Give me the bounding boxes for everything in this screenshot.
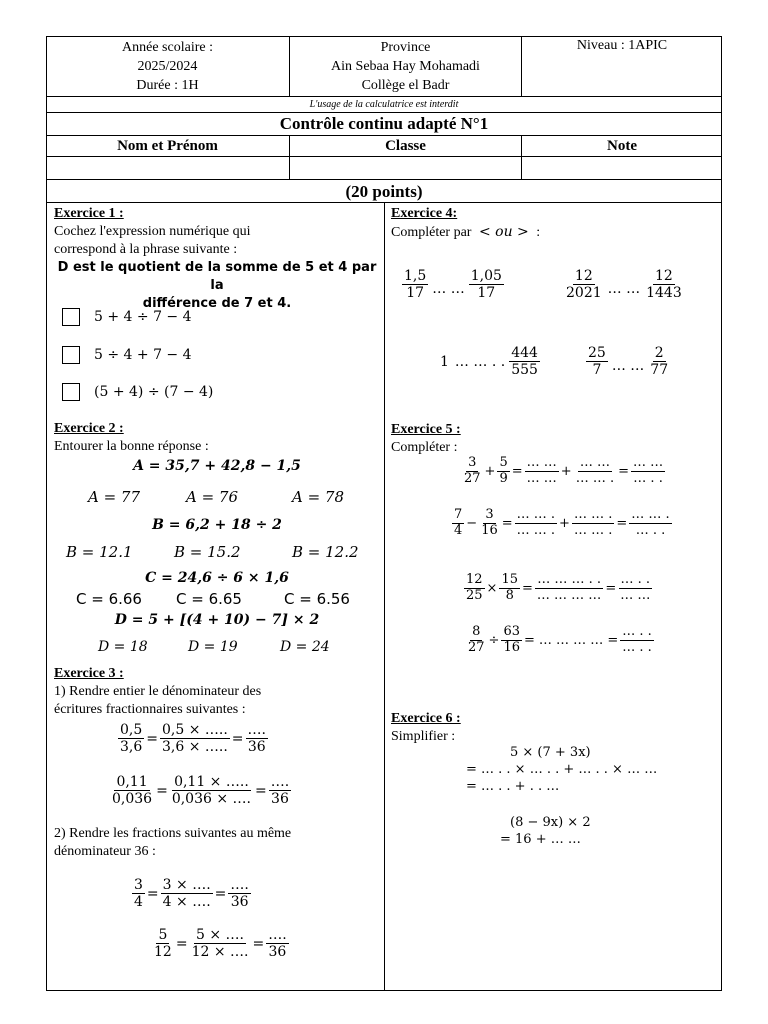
- ex5-row-3: $\frac{12}{25}$ × $\frac{15}{8}$ = $\frac{\dots \dots \dots . .}{\dots \dots \dots \dots}$ = $\frac{\dots . .}{\dots \dots}$: [466, 572, 651, 603]
- compare-blank[interactable]: … …: [611, 357, 645, 374]
- ex1-statement-line1: D est le quotient de la somme de 5 et 4 par la: [57, 260, 377, 293]
- ex5-row-2: $\frac{7}{4}$ − $\frac{3}{16}$ = $\frac{\dots \dots .}{\dots \dots .}$ + $\frac{\dots \dots .}{\dots \dots .}$ = $\frac{\dots \dots .}{\dots . .}$: [454, 507, 670, 538]
- numerator: … … .: [573, 507, 613, 522]
- ex4-compare-4: [584, 345, 672, 378]
- denominator: 4: [134, 894, 143, 911]
- denominator: 2021: [566, 285, 602, 302]
- denominator: … … .: [573, 522, 613, 538]
- denominator: … . .: [635, 522, 666, 538]
- exercise-4: [391, 205, 717, 242]
- numerator: 444: [511, 345, 538, 361]
- fraction: [469, 268, 504, 301]
- denominator: 17: [477, 285, 496, 302]
- denominator: 555: [511, 362, 538, 379]
- ex4-compare-3: [440, 345, 542, 378]
- exercise-5: [391, 421, 717, 457]
- fraction: [462, 456, 483, 487]
- college-name: Collège el Badr: [361, 78, 450, 93]
- ex6-expr1: 5 × (7 + 3x): [510, 745, 591, 760]
- ex2-choice-b2[interactable]: B = 15.2: [174, 543, 241, 561]
- fraction: [452, 508, 464, 539]
- blank-fraction[interactable]: [631, 456, 665, 487]
- fraction: [586, 345, 608, 378]
- name-entry-cell[interactable]: [46, 157, 290, 179]
- ex1-instruction-line1: Cochez l'expression numérique qui: [54, 224, 251, 239]
- fraction: [269, 774, 291, 807]
- denominator: … …: [526, 470, 557, 486]
- numerator: 1,5: [404, 268, 427, 284]
- ex4-compare-1: [400, 268, 506, 301]
- fraction: [266, 927, 288, 960]
- numerator: 5: [499, 455, 508, 470]
- note-entry-cell[interactable]: [522, 157, 722, 179]
- ex2-question-a: A = 35,7 + 42,8 − 1,5: [133, 458, 301, 474]
- denominator: 9: [499, 470, 508, 486]
- exercise-3: [54, 665, 380, 719]
- ex3-fraction-row-1: $\frac{0,5}{3,6}$ = $\frac{0,5 \times \dots..}{3,6 \times \dots..}$ = $\frac{\dots.}{36}$: [120, 722, 266, 756]
- numerator: … …: [633, 455, 664, 470]
- numerator: 15: [501, 572, 518, 587]
- exam-title: Contrôle continu adapté N°1: [46, 113, 722, 136]
- exercise-5-title: Exercice 5 :: [391, 422, 461, 437]
- numerator: … …: [526, 455, 557, 470]
- answer-blank[interactable]: … … … …: [538, 632, 604, 648]
- ex1-statement-line2: différence de 7 et 4.: [142, 296, 292, 311]
- numerator: 12: [466, 572, 483, 587]
- compare-blank[interactable]: … … . .: [454, 353, 506, 370]
- ex2-instruction: Entourer la bonne réponse :: [54, 439, 209, 454]
- numerator: … …: [579, 455, 610, 470]
- denominator: 36: [247, 739, 266, 756]
- blank-fraction[interactable]: [572, 508, 614, 539]
- blank-fraction[interactable]: [535, 573, 603, 604]
- blank-fraction[interactable]: [618, 573, 652, 604]
- ex3-part2: [54, 825, 380, 861]
- fraction: [170, 774, 253, 807]
- denominator: 27: [464, 470, 481, 486]
- denominator: … …: [620, 587, 651, 603]
- denominator: 1443: [646, 285, 682, 302]
- ex2-choice-a2[interactable]: A = 76: [186, 488, 239, 506]
- school-year-label: Année scolaire :: [122, 40, 213, 55]
- fraction: [501, 625, 522, 656]
- exercise-1-title: Exercice 1 :: [54, 206, 124, 221]
- numerator: 0,11 × …..: [174, 774, 249, 790]
- blank-fraction[interactable]: [620, 625, 654, 656]
- province-name: Ain Sebaa Hay Mohamadi: [331, 59, 480, 74]
- ex4-symbols: < ou >: [478, 224, 529, 240]
- ex4-colon: :: [536, 225, 541, 240]
- denominator: … … .: [516, 522, 556, 538]
- numerator: 0,11: [116, 774, 148, 790]
- ex4-instruction: Compléter par: [391, 225, 472, 240]
- ex3-part1-line1: 1) Rendre entier le dénominateur des: [54, 684, 262, 699]
- ex3-fraction-row-3: $\frac{3}{4}$ = $\frac{3 \times \dots.}{4 \times \dots.}$ = $\frac{\dots.}{36}$: [134, 877, 249, 911]
- numerator: 3: [468, 455, 477, 470]
- ex2-choice-a3[interactable]: A = 78: [292, 488, 345, 506]
- denominator: 36: [230, 894, 249, 911]
- numerator: 25: [588, 345, 606, 361]
- class-column-header: Classe: [290, 136, 522, 156]
- denominator: 8: [505, 587, 514, 603]
- denominator: 36: [268, 944, 287, 961]
- ex5-instruction: Compléter :: [391, 440, 458, 455]
- ex5-row-1: $\frac{3}{27}$ + $\frac{5}{9}$ = $\frac{\dots \dots}{\dots \dots}$ + $\frac{\dots \dots}{\dots \dots .}$ = $\frac{\dots \dots}{\dots . .}$: [464, 455, 664, 486]
- numerator: 3 × ….: [162, 877, 211, 893]
- ex1-option-3[interactable]: [62, 383, 213, 401]
- ex1-option-1-text: 5 + 4 ÷ 7 − 4: [94, 309, 192, 325]
- ex1-option-2[interactable]: [62, 346, 192, 364]
- denominator: 25: [466, 587, 483, 603]
- ex1-option-2-text: 5 ÷ 4 + 7 − 4: [94, 347, 192, 363]
- school-year-value: 2025/2024: [137, 59, 198, 74]
- ex3-part2-line2: dénominateur 36 :: [54, 844, 156, 859]
- denominator: 4 × ….: [162, 894, 211, 911]
- denominator: … … … …: [536, 587, 602, 603]
- numerator: … . .: [620, 572, 651, 587]
- fraction: [402, 268, 428, 301]
- exercise-4-title: Exercice 4:: [391, 206, 458, 221]
- numerator: 0,5: [120, 722, 143, 738]
- denominator: 12 × ….: [191, 944, 249, 961]
- ex6-expr1-step1[interactable]: = … . . × … . . + … . . × … …: [466, 762, 658, 777]
- numerator: … . .: [622, 624, 652, 639]
- blank-fraction[interactable]: [515, 508, 557, 539]
- ex3-part1-line2: écritures fractionnaires suivantes :: [54, 702, 246, 717]
- checkbox-option-2[interactable]: [62, 346, 80, 364]
- header-level: [522, 38, 722, 54]
- ex1-option-1[interactable]: [62, 308, 192, 326]
- denominator: 17: [406, 285, 425, 302]
- exercise-2-title: Exercice 2 :: [54, 421, 124, 436]
- numerator: 5: [158, 927, 168, 943]
- ex2-question-b: B = 6,2 + 18 ÷ 2: [152, 517, 282, 533]
- numerator: ….: [230, 877, 249, 893]
- exercise-1: [54, 205, 380, 313]
- fraction: [190, 927, 251, 960]
- ex2-choice-b1[interactable]: B = 12.1: [66, 543, 133, 561]
- blank-fraction[interactable]: [525, 456, 559, 487]
- fraction: [132, 877, 145, 910]
- ex3-part2-line1: 2) Rendre les fractions suivantes au même: [54, 826, 292, 841]
- fraction: [228, 877, 250, 910]
- numerator: 5 × ….: [196, 927, 245, 943]
- header-school-year: [46, 36, 290, 96]
- fraction: [464, 573, 485, 604]
- fraction: [110, 774, 154, 807]
- ex2-choice-a1[interactable]: A = 77: [88, 488, 141, 506]
- level-label: Niveau : 1APIC: [576, 38, 668, 53]
- numerator: 0,5 × …..: [162, 722, 228, 738]
- denominator: 3,6 × …..: [162, 739, 228, 756]
- ex3-fraction-row-2: $\frac{0,11}{0,036}$ = $\frac{0,11 \times \dots..}{0,036 \times \dots.}$ = $\frac{\dots.}{36}$: [112, 774, 290, 808]
- numerator: 8: [472, 624, 481, 639]
- numerator: 3: [485, 507, 494, 522]
- numerator: 7: [454, 507, 463, 522]
- province-label: Province: [380, 40, 431, 55]
- fraction: [499, 573, 520, 604]
- ex2-choice-c3[interactable]: C = 6.56: [284, 590, 350, 608]
- student-header-row: [46, 136, 722, 157]
- numerator: ….: [270, 774, 290, 790]
- fraction: [479, 508, 500, 539]
- exercise-6-title: Exercice 6 :: [391, 711, 461, 726]
- denominator: 0,036: [112, 791, 153, 808]
- column-divider: [384, 203, 385, 991]
- duration: Durée : 1H: [136, 78, 199, 93]
- fraction: [466, 625, 487, 656]
- denominator: 77: [650, 362, 669, 379]
- blank-fraction[interactable]: [574, 456, 616, 487]
- checkbox-option-3[interactable]: [62, 383, 80, 401]
- ex4-compare-2: [562, 268, 686, 301]
- value: 1: [440, 353, 449, 370]
- student-entry-row: [46, 157, 722, 180]
- numerator: 3: [134, 877, 143, 893]
- ex6-expression-2: [500, 814, 591, 848]
- fraction: [152, 927, 174, 960]
- fraction: [160, 722, 230, 755]
- fraction: [648, 345, 670, 378]
- compare-blank[interactable]: … …: [607, 280, 641, 297]
- ex2-choice-b3[interactable]: B = 12.2: [292, 543, 359, 561]
- fraction: [644, 268, 684, 301]
- ex2-choice-d2[interactable]: D = 19: [188, 639, 238, 655]
- denominator: 12: [154, 944, 172, 961]
- blank-fraction[interactable]: [629, 508, 671, 539]
- fraction: [161, 877, 213, 910]
- fraction: [564, 268, 604, 301]
- numerator: ….: [247, 722, 266, 738]
- numerator: … … .: [516, 507, 556, 522]
- fraction: [509, 345, 540, 378]
- exercise-2: [54, 420, 380, 456]
- denominator: 16: [503, 639, 520, 655]
- numerator: 12: [574, 268, 593, 284]
- ex1-instruction-line2: correspond à la phrase suivante :: [54, 242, 238, 257]
- fraction: [118, 722, 144, 755]
- ex2-question-d: D = 5 + [(4 + 10) − 7] × 2: [114, 612, 320, 628]
- numerator: ….: [268, 927, 287, 943]
- name-column-header: Nom et Prénom: [46, 136, 290, 156]
- fraction: [497, 456, 509, 487]
- header-province: [290, 36, 522, 96]
- exercise-3-title: Exercice 3 :: [54, 666, 124, 681]
- note-column-header: Note: [607, 138, 637, 154]
- denominator: 7: [592, 362, 602, 379]
- numerator: … … … . .: [537, 572, 601, 587]
- ex5-row-4: $\frac{8}{27}$ ÷ $\frac{63}{16}$ = … … … … = $\frac{\dots . .}{\dots . .}$: [468, 624, 652, 655]
- ex2-choice-d1[interactable]: D = 18: [98, 639, 148, 655]
- ex6-expr2-step1[interactable]: = 16 + … …: [500, 832, 581, 847]
- denominator: 16: [481, 522, 498, 538]
- numerator: 12: [655, 268, 673, 284]
- ex2-question-c: C = 24,6 ÷ 6 × 1,6: [145, 570, 289, 586]
- class-entry-cell[interactable]: [290, 157, 522, 179]
- denominator: … . .: [633, 470, 663, 486]
- ex6-instruction: Simplifier :: [391, 729, 456, 744]
- denominator: 27: [468, 639, 485, 655]
- ex2-choice-c2[interactable]: C = 6.65: [176, 590, 242, 608]
- ex1-option-3-text: (5 + 4) ÷ (7 − 4): [94, 384, 214, 400]
- numerator: 2: [654, 345, 664, 361]
- ex3-fraction-row-4: $\frac{5}{12}$ = $\frac{5 \times \dots.}{12 \times \dots.}$ = $\frac{\dots.}{36}$: [154, 927, 287, 961]
- checkbox-option-1[interactable]: [62, 308, 80, 326]
- denominator: 3,6: [120, 739, 143, 756]
- calc-note: L'usage de la calculatrice est interdit: [309, 99, 459, 110]
- ex6-expression-1: [466, 744, 657, 795]
- exercise-6: [391, 710, 717, 746]
- ex6-expr1-step2[interactable]: = … . . + . . …: [466, 779, 560, 794]
- ex6-expr2: (8 − 9x) × 2: [510, 815, 591, 830]
- denominator: 36: [271, 791, 289, 808]
- denominator: 0,036 × ….: [171, 791, 251, 808]
- calc-note-row: [46, 96, 722, 113]
- denominator: … . .: [622, 639, 652, 655]
- numerator: … … .: [631, 507, 670, 522]
- ex2-choice-c1[interactable]: C = 6.66: [76, 590, 142, 608]
- denominator: 4: [454, 522, 463, 538]
- fraction: [246, 722, 268, 755]
- compare-blank[interactable]: … …: [432, 280, 465, 297]
- total-points: (20 points): [46, 180, 722, 203]
- denominator: … … .: [575, 470, 615, 486]
- numerator: 63: [503, 624, 520, 639]
- ex2-choice-d3[interactable]: D = 24: [280, 639, 330, 655]
- numerator: 1,05: [470, 268, 502, 284]
